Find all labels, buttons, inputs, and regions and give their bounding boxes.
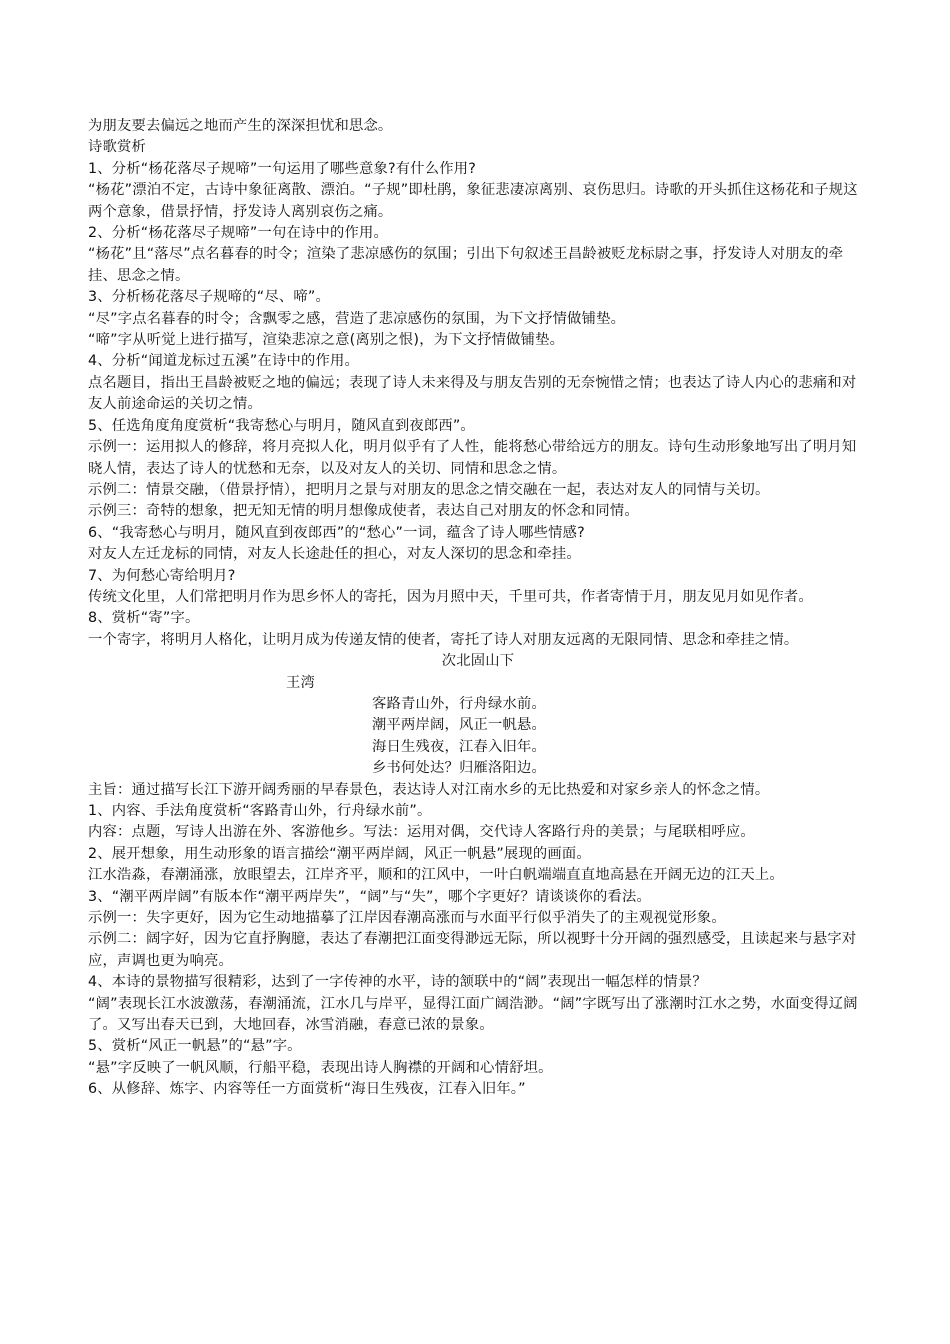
question-line: 3、“潮平两岸阔”有版本作“潮平两岸失”，“阔”与“失”，哪个字更好？请谈谈你的看法。 <box>88 888 652 905</box>
paragraph: 传统文化里，人们常把明月作为思乡怀人的寄托，因为月照中天，千里可共，作者寄情于月，朋友见月如见作者。 <box>88 588 813 605</box>
question-line: 4、本诗的景物描写很精彩，达到了一字传神的水平，诗的颔联中的“阔”表现出一幅怎样的情景？ <box>88 974 707 991</box>
paragraph: 示例一：失字更好，因为它生动地描摹了江岸因春潮高涨而与水面平行似乎消失了的主观视觉形象。 <box>88 910 726 927</box>
question-line: 5、任选角度角度赏析“我寄愁心与明月，随风直到夜郎西”。 <box>88 417 475 434</box>
poem-verse: 客路青山外，行舟绿水前。 <box>372 695 546 712</box>
question-line: 7、为何愁心寄给明月? <box>88 567 236 584</box>
question-line: 2、展开想象，用生动形象的语言描绘“潮平两岸阔，风正一帆悬”展现的画面。 <box>88 845 591 862</box>
question-line: 6、“我寄愁心与明月，随风直到夜郎西”的“愁心”一词，蕴含了诗人哪些情感? <box>88 524 585 541</box>
paragraph: “悬”字反映了一帆风顺，行船平稳，表现出诗人胸襟的开阔和心情舒坦。 <box>88 1059 553 1076</box>
poem-verse: 潮平两岸阔，风正一帆悬。 <box>372 717 546 734</box>
paragraph: 点名题目，指出王昌龄被贬之地的偏远；表现了诗人未来得及与朋友告别的无奈惋惜之情；也表达了诗人内心的悲痛和对友人前途命运的关切之情。 <box>88 374 857 413</box>
section-heading: 诗歌赏析 <box>88 139 146 156</box>
paragraph: “杨花”漂泊不定，古诗中象征离散、漂泊。“子规”即杜鹃，象征悲凄凉离别、哀伤思归。诗歌的开头抓住这杨花和子规这两个意象，借景抒情，抒发诗人离别哀伤之痛。 <box>88 182 858 220</box>
paragraph: 江水浩淼，春潮涌涨，放眼望去，江岸齐平，顺和的江风中，一叶白帆端端直直地高悬在开阔无边的江天上。 <box>88 867 784 884</box>
paragraph: 示例三：奇特的想象，把无知无情的明月想像成使者，表达自己对朋友的怀念和同情。 <box>88 503 639 520</box>
paragraph: 主旨：通过描写长江下游开阔秀丽的早春景色，表达诗人对江南水乡的无比热爱和对家乡亲人的怀念之情。 <box>88 781 770 798</box>
paragraph: “尽”字点名暮春的时令；含飘零之感，营造了悲凉感伤的氛围，为下文抒情做铺垫。 <box>88 310 626 327</box>
poem-verse: 海日生残夜，江春入旧年。 <box>372 738 546 755</box>
poem-verse: 乡书何处达？归雁洛阳边。 <box>372 760 546 777</box>
paragraph: 对友人左迁龙标的同情，对友人长途赴任的担心，对友人深切的思念和牵挂。 <box>88 546 581 563</box>
question-line: 8、赏析“寄”字。 <box>88 610 200 627</box>
paragraph: 一个寄字，将明月人格化，让明月成为传递友情的使者，寄托了诗人对朋友远离的无限同情、思念和牵挂之情。 <box>88 631 799 648</box>
paragraph: 示例二：情景交融，（借景抒情），把明月之景与对朋友的思念之情交融在一起，表达对友人的同情与关切。 <box>88 481 770 498</box>
paragraph: “阔”表现长江水波激荡，春潮涌流，江水几与岸平，显得江面广阔浩渺。“阔”字既写出了涨潮时江水之势，水面变得辽阔了。又写出春天已到，大地回春，冰雪消融，春意已浓的景象。 <box>88 995 858 1034</box>
paragraph: “杨花”且“落尽”点名暮春的时令；渲染了悲凉感伤的氛围；引出下句叙述王昌龄被贬龙标尉之事，抒发诗人对朋友的牵挂、思念之情。 <box>88 246 844 284</box>
paragraph: 示例二：阔字好，因为它直抒胸臆，表达了春潮把江面变得渺远无际，所以视野十分开阔的强烈感受，且读起来与悬字对应，声调也更为响亮。 <box>88 931 857 969</box>
question-line: 2、分析“杨花落尽子规啼”一句在诗中的作用。 <box>88 225 388 242</box>
paragraph: “啼”字从听觉上进行描写，渲染悲凉之意(离别之恨)，为下文抒情做铺垫。 <box>88 332 565 349</box>
paragraph: 为朋友要去偏远之地而产生的深深担忧和思念。 <box>88 118 393 134</box>
question-line: 5、赏析“风正一帆悬”的“悬”字。 <box>88 1038 302 1055</box>
poem-author: 王湾 <box>286 674 315 691</box>
question-line: 3、分析杨花落尽子规啼的“尽、啼”。 <box>88 289 330 306</box>
paragraph: 内容：点题，写诗人出游在外、客游他乡。写法：运用对偶，交代诗人客路行舟的美景；与尾联相呼应。 <box>88 824 755 841</box>
question-line: 1、分析“杨花落尽子规啼”一句运用了哪些意象?有什么作用? <box>88 160 477 177</box>
paragraph: 示例一：运用拟人的修辞，将月亮拟人化，明月似乎有了人性，能将愁心带给远方的朋友。诗句生动形象地写出了明月知晓人情，表达了诗人的忧愁和无奈，以及对友人的关切、同情和思念之情。 <box>88 439 857 477</box>
poem-title: 次北固山下 <box>441 653 515 670</box>
question-line: 6、从修辞、炼字、内容等任一方面赏析“海日生残夜，江春入旧年。” <box>88 1081 526 1098</box>
question-line: 1、内容、手法角度赏析“客路青山外，行舟绿水前”。 <box>88 803 432 819</box>
question-line: 4、分析“闻道龙标过五溪”在诗中的作用。 <box>88 353 359 370</box>
document-page <box>88 116 868 1101</box>
